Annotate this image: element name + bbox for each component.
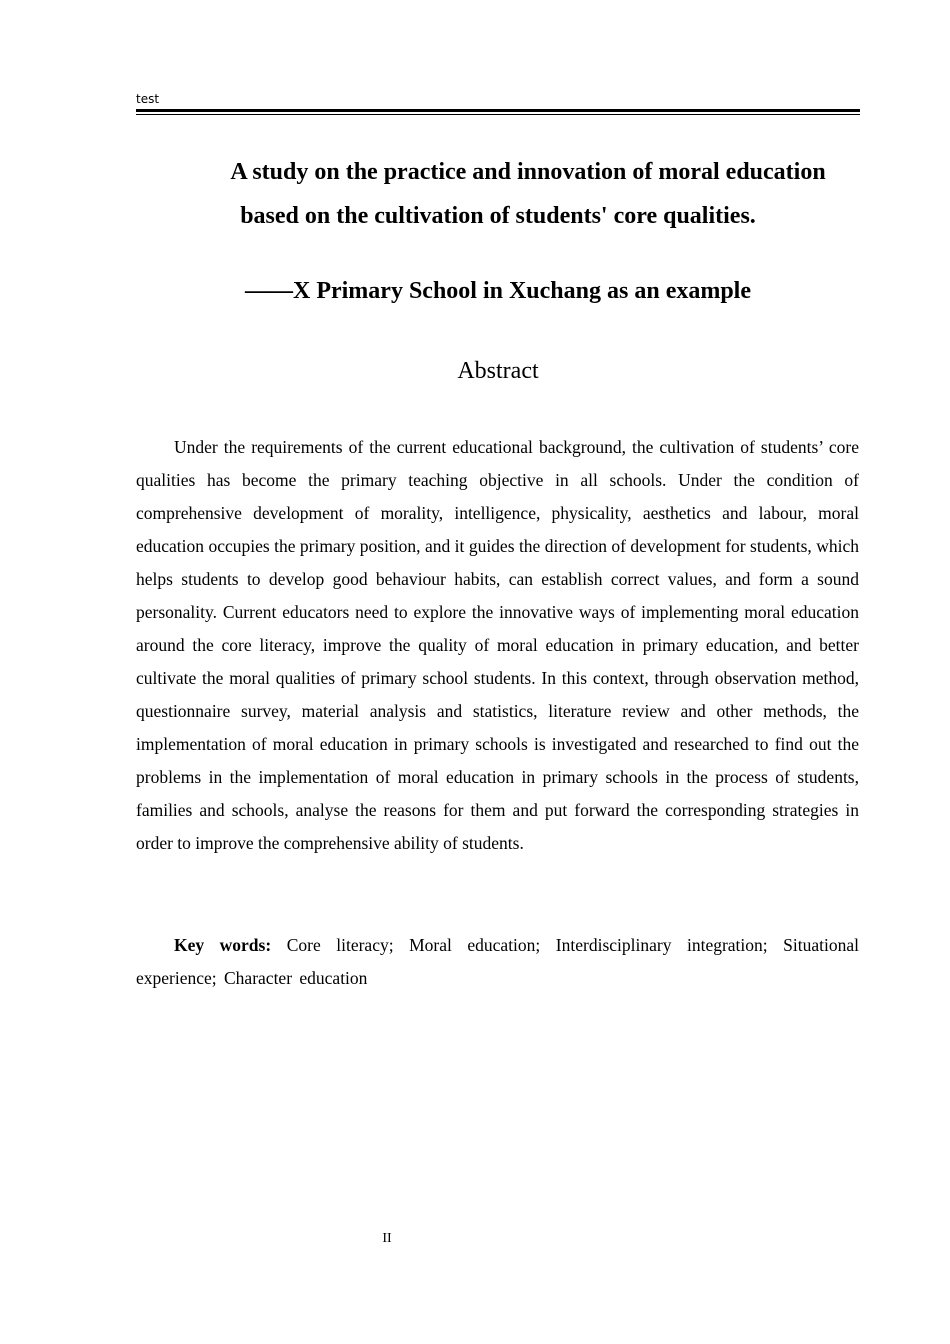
keywords-paragraph xyxy=(136,929,859,995)
keywords-label: Key words: xyxy=(174,935,272,955)
title-line-1: A study on the practice and innovation of moral education xyxy=(230,159,826,185)
abstract-body: Under the requirements of the current educational background, the cultivation of students’ core qualities has become the primary teaching objective in all schools. Under the condition of comprehensive development of morality, intelligence, physicality, aesthetics and labour, moral education occupies the primary position, and it guides the direction of development for students, which helps students to develop good behaviour habits, can establish correct values, and form a sound personality. Current educators need to explore the innovative ways of implementing moral education around the core literacy, improve the quality of moral education in primary education, and better cultivate the moral qualities of primary school students. In this context, through observation method, questionnaire survey, material analysis and statistics, literature review and other methods, the implementation of moral education in primary schools is investigated and researched to find out the problems in the implementation of moral education in primary schools in the process of students, families and schools, analyse the reasons for them and put forward the corresponding strategies in order to improve the comprehensive ability of students. xyxy=(136,437,859,853)
page-number: II xyxy=(382,1231,392,1246)
header-rule xyxy=(136,109,860,115)
document-subtitle: ——X Primary School in Xuchang as an example xyxy=(244,278,751,304)
document-title xyxy=(136,150,860,238)
title-line-2: based on the cultivation of students' core qualities. xyxy=(240,203,756,229)
header-text: test xyxy=(136,92,160,106)
abstract-heading: Abstract xyxy=(457,358,539,384)
page-header xyxy=(136,91,860,115)
keywords-text: Core literacy; Moral education; Interdisciplinary integration; Situational experience; Character education xyxy=(136,935,859,988)
